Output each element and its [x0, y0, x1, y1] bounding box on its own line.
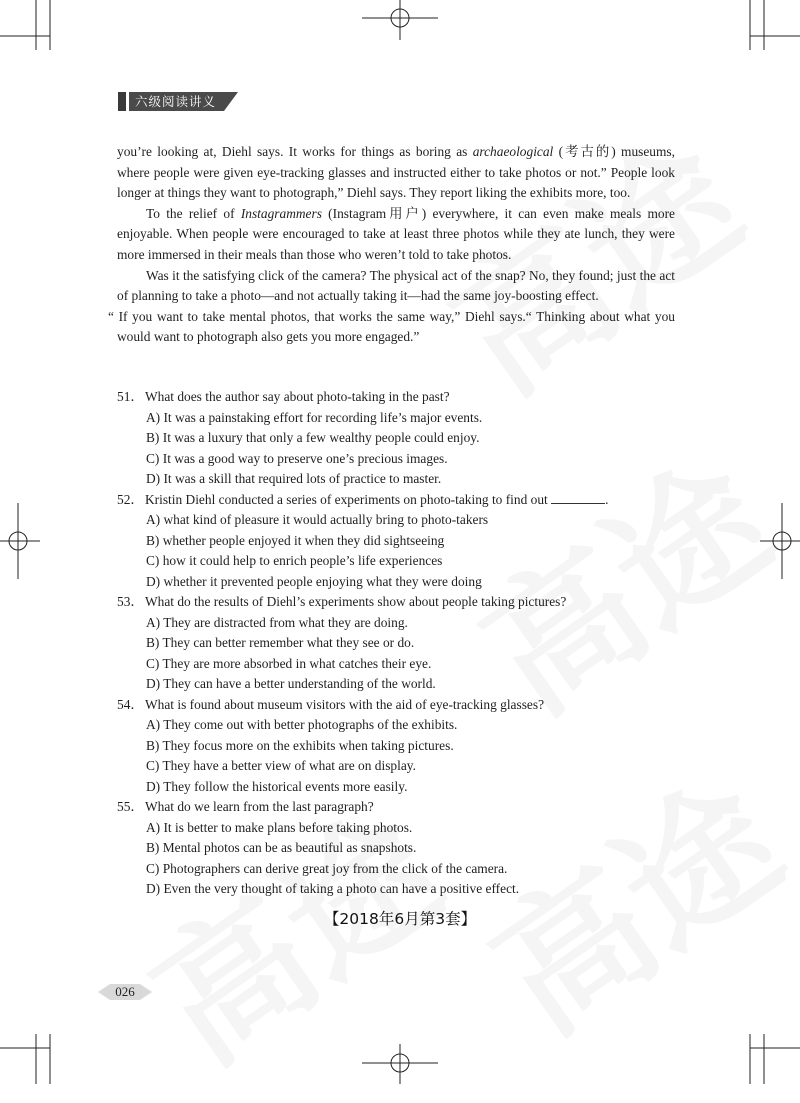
- option-c: C) how it could help to enrich people’s life experiences: [146, 553, 443, 568]
- question-number: 53．: [117, 594, 144, 609]
- option-d: D) They can have a better understanding of the world.: [146, 676, 436, 691]
- page-number-tab: [98, 982, 152, 1002]
- paragraph-text: If you want to take mental photos, that works the same way,” Diehl says.“ Thinking about what you would want to photograph also gets you more engaged.”: [113, 308, 675, 345]
- italic-term: archaeological: [472, 144, 554, 159]
- question-stem: What does the author say about photo-taking in the past?: [145, 389, 450, 404]
- option-a: A) They come out with better photographs of the exhibits.: [146, 717, 458, 732]
- registration-target-right: [760, 503, 800, 579]
- option-b: B) They can better remember what they see or do.: [146, 635, 415, 650]
- registration-target-left: [0, 503, 40, 579]
- option-b: B) Mental photos can be as beautiful as snapshots.: [146, 840, 417, 855]
- passage-paragraph-1: [117, 142, 675, 204]
- italic-term: Instagrammers: [240, 205, 322, 221]
- registration-target-bottom: [362, 1044, 438, 1084]
- section-header-banner: [118, 92, 238, 111]
- paragraph-text: To the relief of: [146, 205, 241, 221]
- option-b: B) It was a luxury that only a few wealthy people could enjoy.: [146, 430, 480, 445]
- option-d: D) Even the very thought of taking a photo can have a positive effect.: [146, 881, 520, 896]
- question-number: 51．: [117, 389, 144, 404]
- passage-paragraph-3: [108, 266, 675, 348]
- question-53: [117, 592, 677, 695]
- option-d: D) whether it prevented people enjoying what they were doing: [146, 573, 482, 589]
- registration-target-top: [362, 0, 438, 40]
- question-number: 52．: [117, 491, 144, 507]
- question-stem: What is found about museum visitors with the aid of eye-tracking glasses?: [145, 696, 545, 712]
- reading-passage: [108, 142, 675, 348]
- option-a: A) It was a painstaking effort for recording life’s major events.: [146, 409, 483, 425]
- option-d: D) It was a skill that required lots of practice to master.: [146, 471, 442, 486]
- question-number: 55．: [117, 799, 144, 814]
- option-c: C) Photographers can derive great joy from the click of the camera.: [146, 860, 508, 876]
- question-list: [117, 387, 677, 900]
- header-accent-bar: [118, 92, 126, 111]
- stem-period: .: [605, 491, 609, 507]
- question-number: 54．: [117, 696, 144, 712]
- quote-mark: “: [108, 308, 114, 324]
- paragraph-text: (考古的) museums, where people were given eye-tracking glasses and instructed either to take photos or not.” People look longer at things they want to photograph,” Diehl says. They report liking the exhibits more, too.: [117, 144, 675, 201]
- option-c: C) They are more absorbed in what catches their eye.: [146, 655, 432, 671]
- option-b: B) whether people enjoyed it when they did sightseeing: [146, 532, 445, 548]
- exam-source-label: 【2018年6月第3套】: [323, 910, 477, 928]
- section-title: 六级阅读讲义: [129, 92, 224, 111]
- passage-paragraph-2: [117, 204, 675, 266]
- option-a: A) It is better to make plans before taking photos.: [146, 819, 413, 835]
- paragraph-text: Was it the satisfying click of the camera? The physical act of the snap? No, they found; just the act of planning to take a photo—and not actually taking it—had the same joy-boosting effect.: [117, 267, 675, 304]
- option-a: A) They are distracted from what they are doing.: [146, 614, 408, 630]
- option-d: D) They follow the historical events more easily.: [146, 778, 408, 794]
- question-55: [117, 797, 677, 900]
- paragraph-text: (Instagram用户) everywhere, it can even make meals more enjoyable. When people were encouraged to take at least three photos while they ate lunch, they were more immersed in their meals than those who weren’t told to take photos.: [117, 205, 675, 262]
- header-banner-tip: [224, 92, 238, 111]
- question-stem: Kristin Diehl conducted a series of experiments on photo-taking to find out: [145, 491, 548, 507]
- option-a: A) what kind of pleasure it would actually bring to photo-takers: [146, 512, 489, 527]
- question-51: [117, 387, 677, 490]
- question-stem: What do the results of Diehl’s experiments show about people taking pictures?: [145, 594, 567, 609]
- option-c: C) They have a better view of what are on display.: [146, 758, 416, 773]
- question-stem: What do we learn from the last paragraph?: [145, 799, 374, 814]
- question-54: [117, 695, 677, 798]
- answer-blank: [551, 490, 605, 504]
- page-number: 026: [115, 984, 135, 999]
- question-52: [117, 490, 677, 593]
- option-b: B) They focus more on the exhibits when taking pictures.: [146, 737, 454, 753]
- paragraph-text: you’re looking at, Diehl says. It works for things as boring as: [117, 144, 473, 159]
- option-c: C) It was a good way to preserve one’s precious images.: [146, 450, 448, 466]
